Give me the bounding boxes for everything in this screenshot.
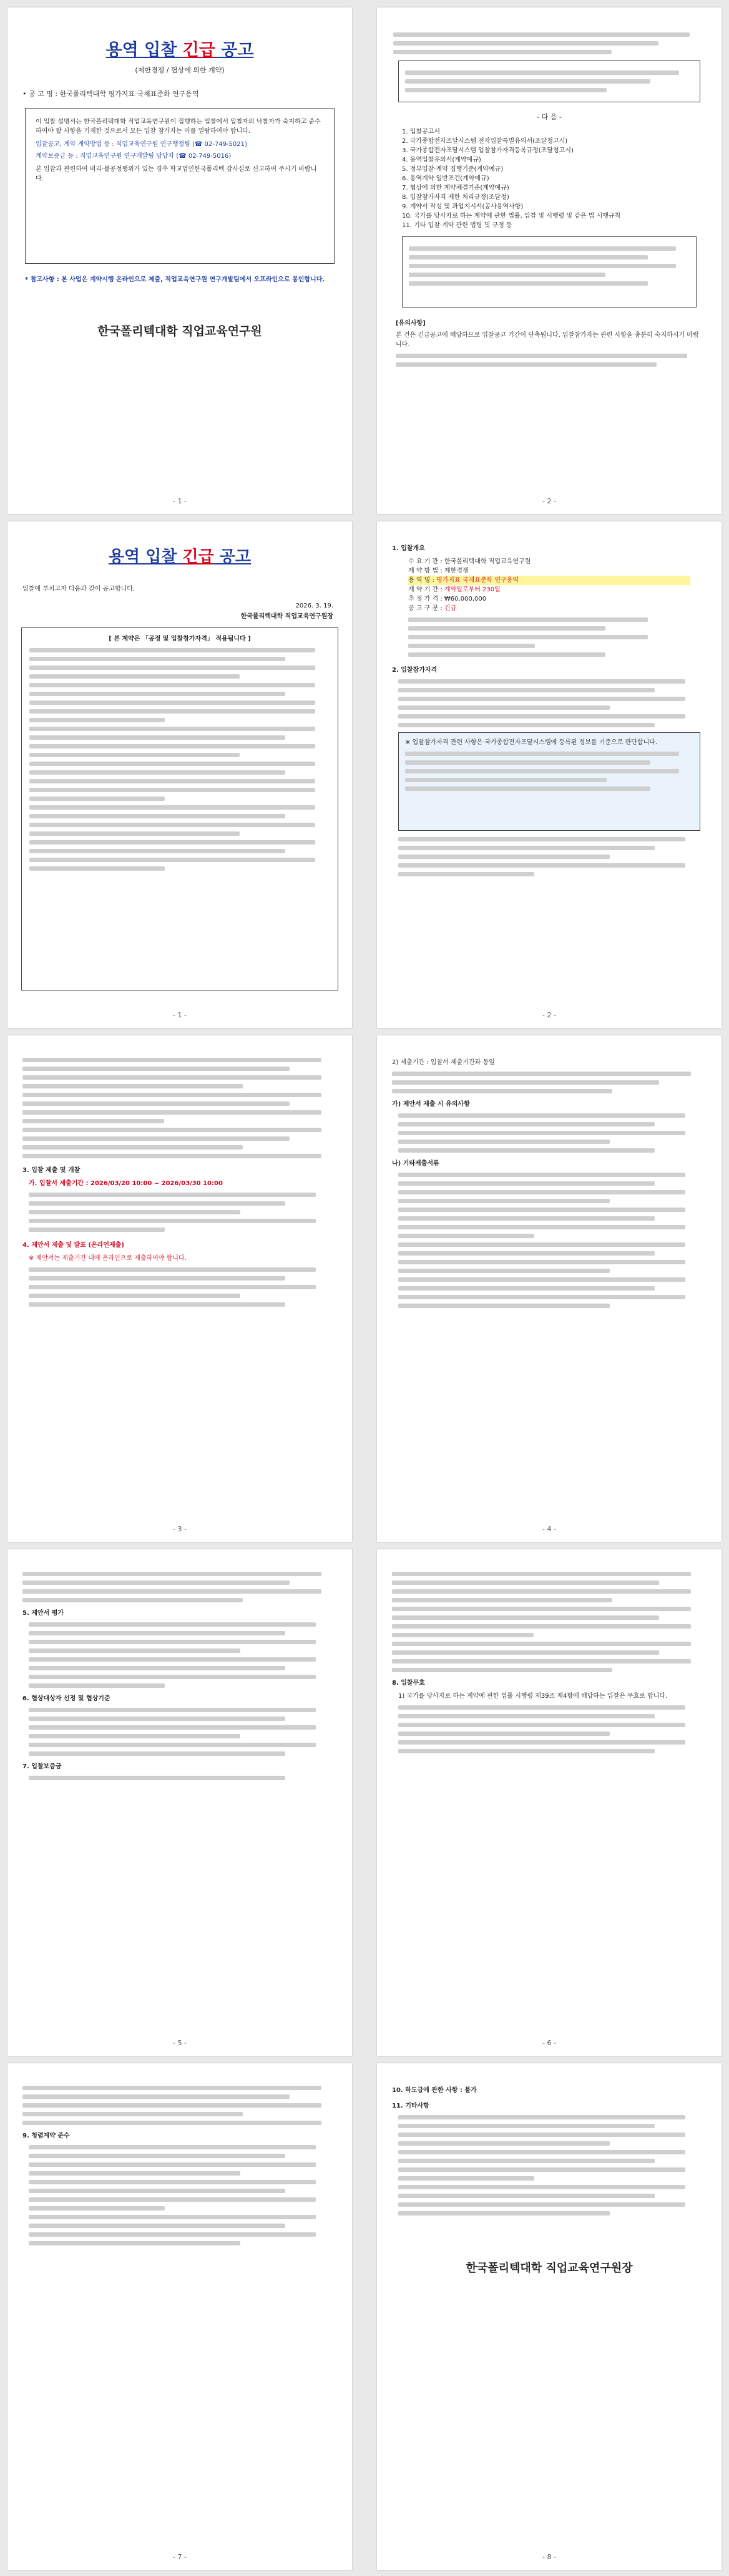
- section-heading: 11. 기타사항: [392, 2103, 429, 2109]
- organization-signature: 한국폴리텍대학 직업교육연구원장: [466, 2262, 633, 2275]
- section-heading: 8. 입찰무효: [392, 1680, 425, 1687]
- reference-note: * 참고사항 : 본 사업은 계약시행 온라인으로 제출, 직업교육연구원 연구개발팀에서 오프라인으로 봉인합니다.: [25, 276, 325, 283]
- list-item: 7. 협상에 의한 계약체결기준(계약예규): [402, 185, 509, 191]
- document-page-6: [377, 1035, 722, 1542]
- subtitle: (제한경쟁 / 협상에 의한 계약): [135, 66, 225, 74]
- section-heading: - 다 음 -: [537, 113, 562, 121]
- document-page-10: [377, 2063, 722, 2570]
- list-item: 1) 국가를 당사자로 하는 계약에 관한 법률 시행령 제39조 제4항에 해당하는 입찰은 무효로 합니다.: [398, 1693, 668, 1700]
- section-heading: 9. 청렴계약 준수: [22, 2133, 70, 2139]
- field-row: 용 역 명 : 평가지표 국제표준화 연구용역: [408, 576, 690, 585]
- list-item: 5. 정부입찰·계약 집행기준(계약예규): [402, 166, 504, 173]
- page-title: 용역 입찰 긴급 공고: [108, 548, 252, 566]
- field-row: 계 약 방 법 : 제한경쟁: [408, 568, 469, 574]
- list-item: 1. 입찰공고서: [402, 128, 441, 135]
- document-page-4: [377, 521, 722, 1028]
- overview-fields: [408, 557, 690, 657]
- section-heading: 6. 협상대상자 선정 및 협상기준: [22, 1695, 110, 1702]
- section-heading: 10. 하도급에 관한 사항 : 불가: [392, 2087, 477, 2094]
- list-item: 11. 기타 입찰·계약 관련 법령 및 규정 등: [402, 222, 512, 229]
- page-number: - 4 -: [542, 1525, 556, 1533]
- section-heading: 4. 제안서 제출 및 발표 (온라인제출): [22, 1242, 124, 1249]
- organization-name: 한국폴리텍대학 직업교육연구원: [97, 324, 262, 338]
- field-row: 수 요 기 관 : 한국폴리텍대학 직업교육연구원: [408, 558, 531, 565]
- document-page-8: [377, 1549, 722, 2056]
- list-item: 9. 계약서 작성 및 과업지시서(공사용역사항): [402, 203, 524, 210]
- section-heading: 1. 입찰개요: [392, 545, 425, 552]
- reference-table: [402, 236, 697, 307]
- instruction-box: [25, 108, 335, 264]
- document-page-3: [7, 521, 352, 1028]
- document-page-9: [7, 2063, 352, 2570]
- submission-period: 가. 입찰서 제출기간 : 2026/03/20 10:00 ~ 2026/03/30 10:00: [29, 1180, 223, 1187]
- field-row: 추 정 가 격 : ₩60,000,000: [408, 596, 487, 603]
- section-heading: 3. 입찰 제출 및 개찰: [22, 1167, 81, 1174]
- page-number: - 5 -: [173, 2039, 187, 2047]
- warning-text: ※ 제안서는 제출기간 내에 온라인으로 제출하여야 합니다.: [29, 1255, 187, 1262]
- note-box: ※ 입찰참가자격 관련 사항은 국가종합전자조달시스템에 등록된 정보를 기준으로 판단합니다.: [398, 732, 700, 831]
- document-page-7: [7, 1549, 352, 2056]
- box-item: 본 입찰과 관련하여 비리·불공정행위가 있는 경우 학교법인한국폴리텍 감사실로 신고하여 주시기 바랍니다.: [36, 166, 317, 182]
- list-item: 6. 용역계약 일반조건(계약예규): [402, 175, 489, 182]
- list-item: 10. 국가를 당사자로 하는 계약에 관한 법률, 입찰 및 시행령 및 같은 법 시행규칙: [402, 213, 621, 220]
- list-item: 8. 입찰참가자격 제한 처리규정(조달청): [402, 194, 509, 201]
- remark-title: [유의사항]: [396, 320, 426, 327]
- section-heading: 2. 입찰참가자격: [392, 667, 438, 674]
- section-heading: 7. 입찰보증금: [22, 1763, 62, 1770]
- page-title: 용역 입찰 긴급 공고: [105, 41, 254, 60]
- page-number: - 8 -: [542, 2553, 556, 2561]
- list-item: 3. 국가종합전자조달시스템 입찰참가자격등록규정(조달청고시): [402, 147, 574, 154]
- box-item: 입찰공고, 계약 계약방법 등 : 직업교육연구원 연구행정팀 (☎ 02-749-5021): [36, 141, 247, 148]
- document-page-2: [377, 7, 722, 514]
- notice-box: [398, 61, 700, 102]
- page-number: - 1 -: [173, 1011, 187, 1019]
- document-page-5: [7, 1035, 352, 1542]
- notice-name: • 공 고 명 : 한국폴리텍대학 평가지표 국제표준화 연구용역: [22, 90, 199, 98]
- notice-date: 2026. 3. 19.: [295, 603, 333, 609]
- box-title: [ 본 계약은 「공정 및 입찰참가자격」 적용됩니다 ]: [109, 636, 251, 642]
- box-item: 계약보증금 등 : 직업교육연구원 연구개발팀 담당자 (☎ 02-749-5016): [36, 153, 232, 160]
- list-item: 2. 국가종합전자조달시스템 전자입찰특별유의서(조달청고시): [402, 138, 568, 145]
- field-row: 공 고 구 분 : 긴급: [408, 605, 457, 612]
- page-number: - 3 -: [173, 1525, 187, 1533]
- page-number: - 1 -: [173, 497, 187, 505]
- terms-box: [21, 627, 338, 990]
- list-item: 4. 용역입찰유의서(계약예규): [402, 157, 481, 163]
- reference-list: [402, 127, 697, 230]
- document-page-1: [7, 7, 352, 514]
- page-number: - 6 -: [542, 2039, 556, 2047]
- section-heading: 5. 제안서 평가: [22, 1610, 64, 1617]
- page-number: - 2 -: [542, 497, 556, 505]
- intro-text: 입찰에 부치고자 다음과 같이 공고합니다.: [22, 586, 135, 593]
- page-number: - 2 -: [542, 1011, 556, 1019]
- page-number: - 7 -: [173, 2553, 187, 2561]
- subsection-heading: 가) 제안서 제출 시 유의사항: [392, 1101, 470, 1108]
- box-item: 이 입찰 설명서는 한국폴리텍대학 직업교육연구원이 집행하는 입찰에서 입찰자의 낙찰자가 숙지하고 준수하여야 할 사항을 기재한 것으로서 모든 입찰 참가자는 이를 열람하여야 합니다.: [36, 119, 321, 135]
- section-heading: 2) 제출기간 : 입찰서 제출기간과 동일: [392, 1059, 495, 1066]
- remark-text: 본 건은 긴급공고에 해당하므로 입찰공고 기간이 단축됩니다. 입찰참가자는 관련 사항을 충분히 숙지하시기 바랍니다.: [396, 332, 699, 348]
- field-row: 계 약 기 간 : 계약일로부터 230일: [408, 586, 501, 593]
- subsection-heading: 나) 기타제출서류: [392, 1160, 439, 1167]
- signer: 한국폴리텍대학 직업교육연구원장: [240, 613, 333, 620]
